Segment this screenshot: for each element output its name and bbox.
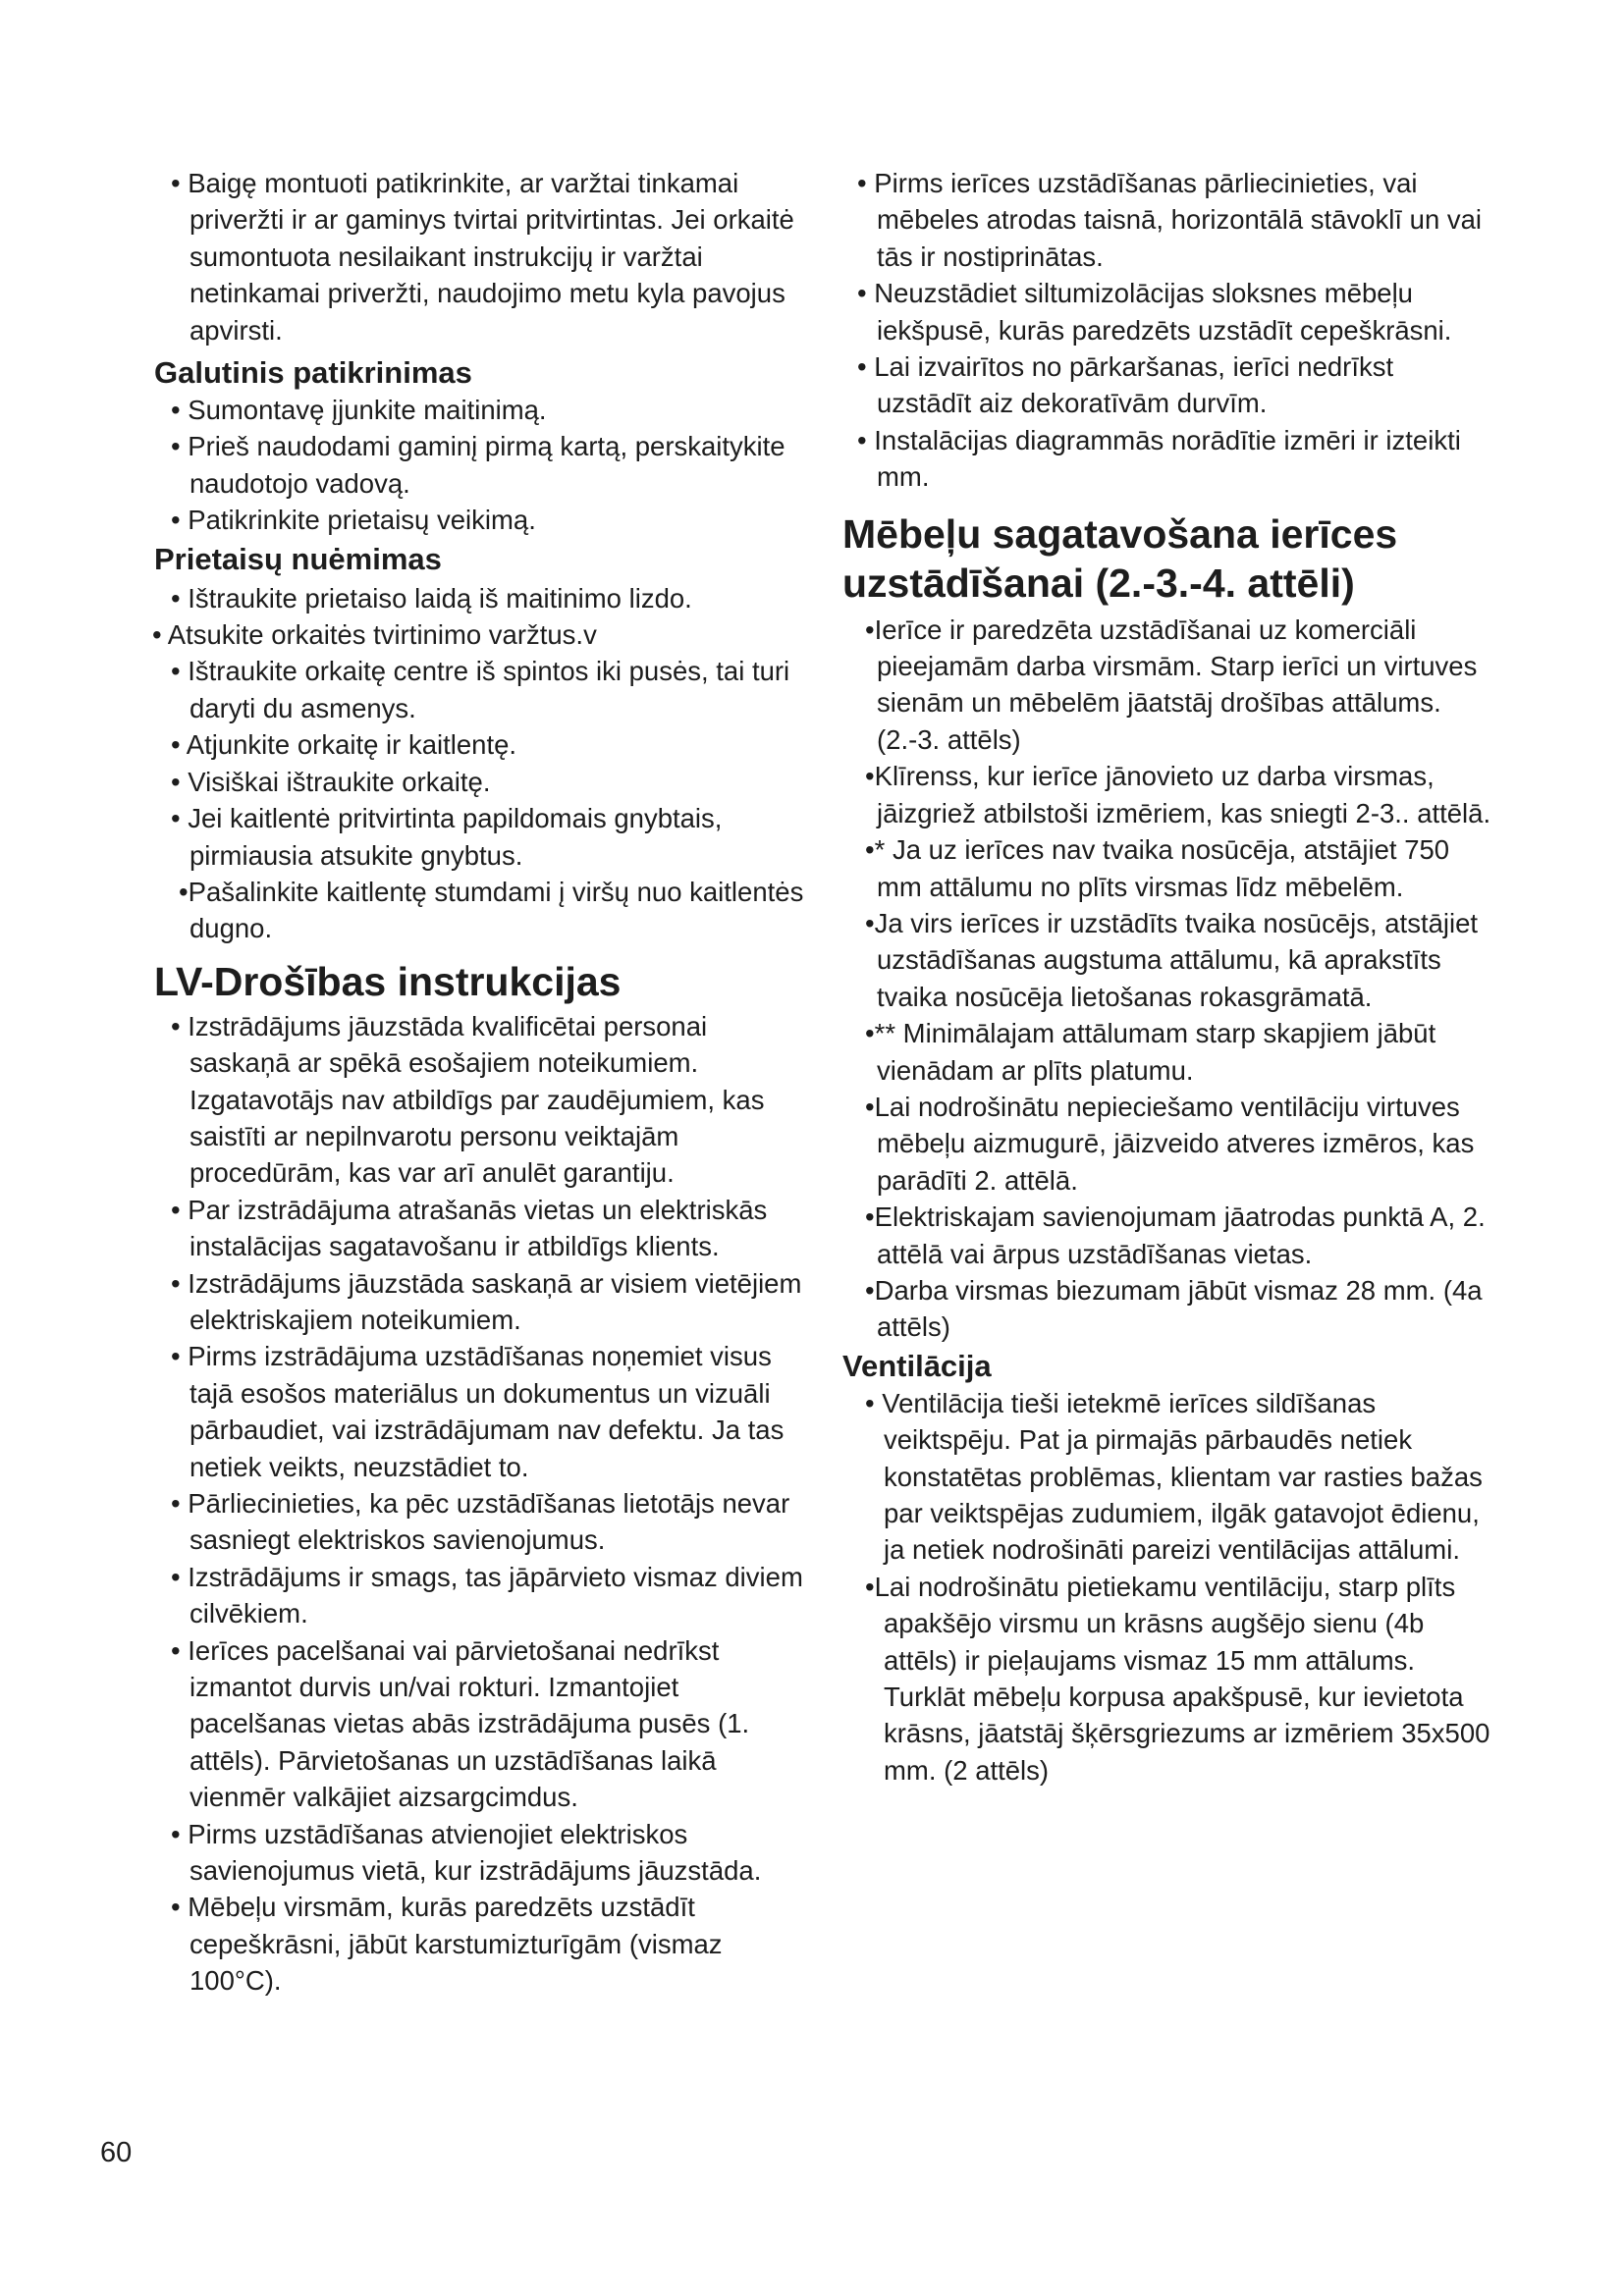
list-item: •** Minimālajam attālumam starp skapjiem jābūt vienādam ar plīts platumu. — [865, 1018, 1436, 1086]
section-heading: Mēbeļu sagatavošana ierīces uzstādīšanai (2.-3.-4. attēli) — [842, 510, 1398, 606]
list-item: • Baigę montuoti patikrinkite, ar varžtai tinkamai priveržti ir ar gaminys tvirtai pritvirtintas. Jei orkaitė sumontuota nesilaikant instrukcijų ir varžtai netinkamai priveržti, naudojimo metu kyla pavojus apvirsti. — [171, 168, 794, 346]
list-item: • Pirms uzstādīšanas atvienojiet elektriskos savienojumus vietā, kur izstrādājums jāuzstāda. — [171, 1818, 762, 1887]
list-item: •Lai nodrošinātu nepieciešamo ventilāciju virtuves mēbeļu aizmugurē, jāizveido atveres izmēros, kas parādīti 2. attēlā. — [865, 1091, 1475, 1196]
list-item: •Ja virs ierīces ir uzstādīts tvaika nosūcējs, atstājiet uzstādīšanas augstuma attālumu, kā aprakstīts tvaika nosūcēja lietošanas rokasgrāmatā. — [865, 907, 1479, 1012]
list-item: • Pārliecinieties, ka pēc uzstādīšanas lietotājs nevar sasniegt elektriskos savienojumus. — [171, 1488, 790, 1556]
left-column — [154, 165, 810, 2000]
list-item: •Klīrenss, kur ierīce jānovieto uz darba virsmas, jāizgriež atbilstoši izmēriem, kas sniegti 2-3.. attēlā. — [865, 761, 1491, 828]
list-item: • Prieš naudodami gaminį pirmą kartą, perskaitykite naudotojo vadovą. — [171, 431, 785, 499]
list-item: •Pašalinkite kaitlentę stumdami į viršų nuo kaitlentės dugno. — [179, 876, 804, 944]
list-item: •* Ja uz ierīces nav tvaika nosūcēja, atstājiet 750 mm attālumu no plīts virsmas līdz mēbelēm. — [865, 834, 1450, 902]
list-item: • Ventilācija tieši ietekmē ierīces sildīšanas veiktspēju. Pat ja pirmajās pārbaudēs netiek konstatētas problēmas, klientam var rasties bažas par veiktspējas zudumiem, ilgāk gatavojot ēdienu, ja netiek nodrošināti pareizi ventilācijas attālumi. — [865, 1387, 1483, 1566]
list-item: • Ištraukite orkaitę centre iš spintos iki pusės, tai turi daryti du asmenys. — [171, 656, 790, 723]
list-item: •Elektriskajam savienojumam jāatrodas punktā A, 2. attēlā vai ārpus uzstādīšanas vietas. — [865, 1201, 1486, 1269]
list-item: • Instalācijas diagrammās norādītie izmēri ir izteikti mm. — [857, 424, 1461, 493]
list-item: • Neuzstādiet siltumizolācijas sloksnes mēbeļu iekšpusē, kurās paredzēts uzstādīt cepeškrāsni. — [857, 278, 1452, 346]
subsection-heading: Prietaisų nuėmimas — [154, 541, 442, 576]
list-item: • Pirms ierīces uzstādīšanas pārliecinieties, vai mēbeles atrodas taisnā, horizontālā stāvoklī un vai tās ir nostiprinātas. — [857, 168, 1483, 272]
list-item: • Patikrinkite prietaisų veikimą. — [171, 505, 536, 536]
list-item: •Ierīce ir paredzēta uzstādīšanai uz komerciāli pieejamām darba virsmām. Starp ierīci un virtuves sienām un mēbelēm jāatstāj drošības attālums. (2.-3. attēls) — [865, 614, 1478, 755]
list-item: • Lai izvairītos no pārkaršanas, ierīci nedrīkst uzstādīt aiz dekoratīvām durvīm. — [857, 351, 1394, 419]
list-item: • Izstrādājums jāuzstāda kvalificētai personai saskaņā ar spēkā esošajiem noteikumiem. Izgatavotājs nav atbildīgs par zaudējumiem, kas saistīti ar nepilnvarotu personu veiktajām procedūrām, kas var arī anulēt garantiju. — [171, 1010, 765, 1189]
list-item: • Atsukite orkaitės tvirtinimo varžtus.v — [152, 619, 597, 651]
page-number: 60 — [100, 2137, 133, 2168]
right-column — [842, 165, 1495, 1789]
list-item: • Visiškai ištraukite orkaitę. — [171, 766, 491, 797]
list-item: • Pirms izstrādājuma uzstādīšanas noņemiet visus tajā esošos materiālus un dokumentus un vizuāli pārbaudiet, vai izstrādājumam nav defektu. Ja tas netiek veikts, neuzstādiet to. — [171, 1341, 785, 1482]
list-item: • Atjunkite orkaitę ir kaitlentę. — [171, 729, 517, 761]
list-item: • Sumontavę įjunkite maitinimą. — [171, 395, 547, 426]
list-item: • Ištraukite prietaiso laidą iš maitinimo lizdo. — [171, 582, 692, 614]
subsection-heading: Ventilācija — [842, 1348, 992, 1383]
list-item: •Lai nodrošinātu pietiekamu ventilāciju, starp plīts apakšējo virsmu un krāsns augšējo sienu (4b attēls) ir pieļaujams vismaz 15 mm attālums. Turklāt mēbeļu korpusa apakšpusē, kur ievietota krāsns, jāatstāj šķērsgriezums ar izmēriem 35x500 mm. (2 attēls) — [865, 1571, 1490, 1786]
list-item: • Jei kaitlentė pritvirtinta papildomais gnybtais, pirmiausia atsukite gnybtus. — [171, 803, 723, 871]
list-item: • Izstrādājums jāuzstāda saskaņā ar visiem vietējiem elektriskajiem noteikumiem. — [171, 1267, 802, 1335]
subsection-heading: Galutinis patikrinimas — [154, 355, 472, 391]
list-item: • Ierīces pacelšanai vai pārvietošanai nedrīkst izmantot durvis un/vai rokturi. Izmantojiet pacelšanas vietas abās izstrādājuma pusēs (1. attēls). Pārvietošanas un uzstādīšanas laikā vienmēr valkājiet aizsargcimdus. — [171, 1634, 750, 1813]
section-heading: LV-Drošības instrukcijas — [154, 958, 622, 1004]
list-item: • Izstrādājums ir smags, tas jāpārvieto vismaz diviem cilvēkiem. — [171, 1561, 803, 1629]
list-item: •Darba virsmas biezumam jābūt vismaz 28 mm. (4a attēls) — [865, 1274, 1483, 1343]
list-item: • Par izstrādājuma atrašanās vietas un elektriskās instalācijas sagatavošanu ir atbildīgs klients. — [171, 1194, 768, 1262]
list-item: • Mēbeļu virsmām, kurās paredzēts uzstādīt cepeškrāsni, jābūt karstumizturīgām (vismaz 100°C). — [171, 1892, 723, 1997]
